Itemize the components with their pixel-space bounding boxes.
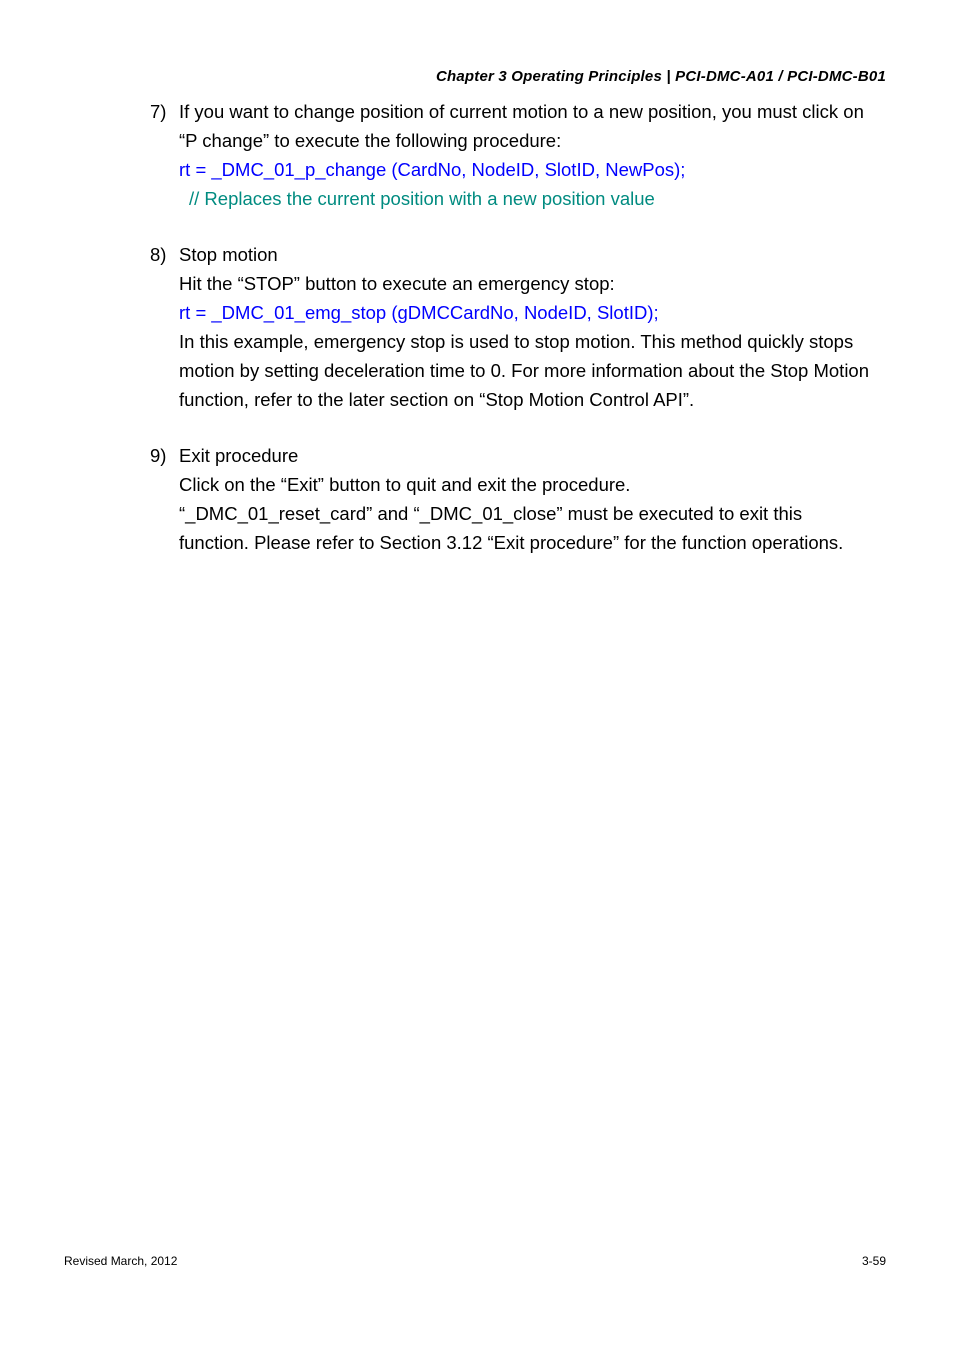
footer-page-number: 3-59: [861, 1254, 886, 1268]
code-line: rt = _DMC_01_emg_stop (gDMCCardNo, NodeID, SlotID);: [179, 302, 659, 323]
step-8: [150, 240, 895, 414]
step-title: Stop motion: [179, 244, 278, 265]
step-title: Exit procedure: [179, 445, 299, 466]
paragraph-line: motion by setting deceleration time to 0. For more information about the Stop Motion: [179, 360, 870, 381]
paragraph-line: Hit the “STOP” button to execute an emergency stop:: [179, 273, 615, 294]
step-number: 7): [150, 101, 167, 122]
step-number: 9): [150, 445, 167, 466]
step-9: [150, 441, 895, 557]
paragraph-line: “P change” to execute the following procedure:: [179, 130, 562, 151]
paragraph-line: function, refer to the later section on “Stop Motion Control API”.: [179, 389, 695, 410]
footer-revision-date: Revised March, 2012: [64, 1254, 178, 1268]
code-line: rt = _DMC_01_p_change (CardNo, NodeID, SlotID, NewPos);: [179, 159, 686, 180]
page-header: Chapter 3 Operating Principles | PCI-DMC-A01 / PCI-DMC-B01: [435, 68, 886, 85]
paragraph-line: “_DMC_01_reset_card” and “_DMC_01_close” must be executed to exit this: [179, 503, 803, 524]
main-content: [150, 97, 895, 557]
paragraph-line: If you want to change position of current motion to a new position, you must click on: [179, 101, 864, 122]
step-number: 8): [150, 244, 167, 265]
step-7: [150, 97, 895, 213]
code-comment: // Replaces the current position with a new position value: [189, 188, 655, 209]
paragraph-line: In this example, emergency stop is used to stop motion. This method quickly stops: [179, 331, 854, 352]
paragraph-line: function. Please refer to Section 3.12 “Exit procedure” for the function operations.: [179, 532, 844, 553]
paragraph-line: Click on the “Exit” button to quit and exit the procedure.: [179, 474, 631, 495]
